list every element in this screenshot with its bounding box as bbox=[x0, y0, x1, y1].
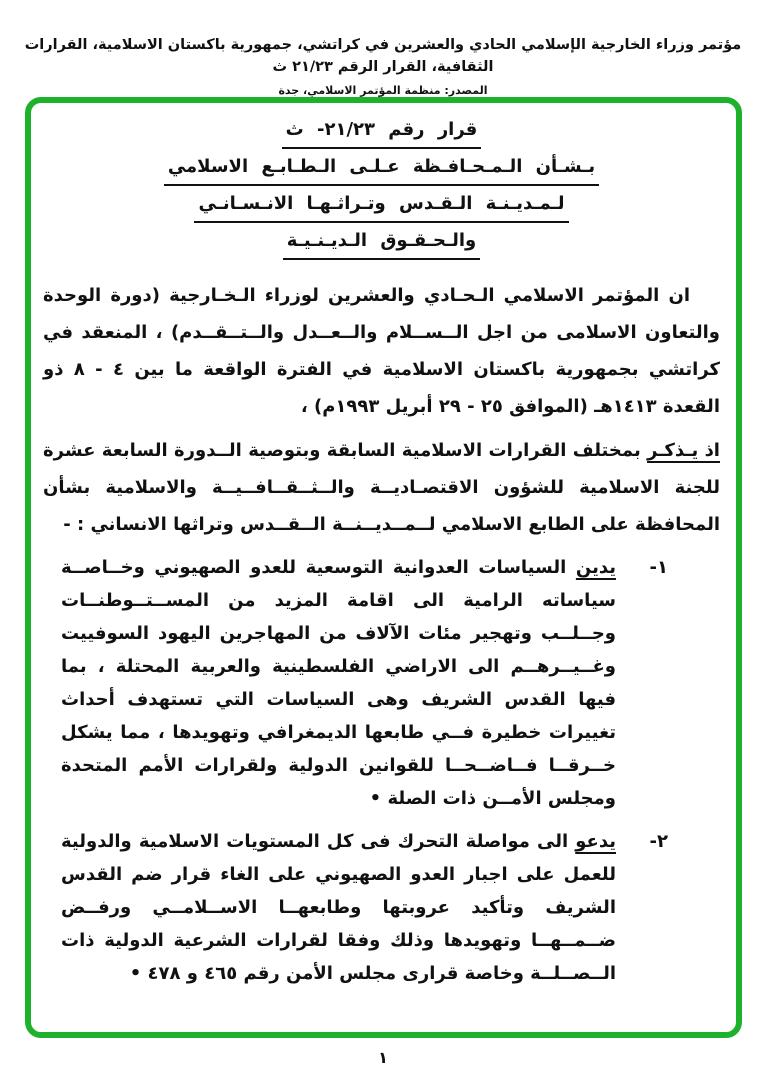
title-line-3 bbox=[43, 189, 720, 226]
item-1-body bbox=[61, 551, 616, 815]
preamble-text: ان المؤتمر الاسلامي الـحـادي والعشرين لوزراء الـخـارجية (دورة الوحدة والتعاون الاسلامى من اجل الــســلام والــعــدل والــتــقــدم) ، المنعقد في كراتشي بجمهورية باكستان الاسلامية في الفترة الواقعة ما بين ٤ - ٨ ذو القعدة ١٤١٣هـ (الموافق ٢٥ - ٢٩ أبريل ١٩٩٣م) ، bbox=[43, 285, 720, 417]
title-line-1 bbox=[43, 115, 720, 152]
recall-text: بمختلف القرارات الاسلامية السابقة وبتوصية الــدورة السابعة عشرة للجنة الاسلامية للشؤون الاقتصـاديــة والــثــقــافــيــة والاسلامية بشأن المحافظة على الطابع الاسلامي لــمــديــنــة الــقــدس وتراثها الانساني : - bbox=[43, 440, 720, 535]
recall-paragraph bbox=[43, 432, 720, 543]
item-2-body bbox=[61, 825, 616, 990]
page-number: ١ bbox=[378, 1048, 388, 1067]
header-source-line: مؤتمر وزراء الخارجية الإسلامي الحادي والعشرين في كراتشي، جمهورية باكستان الاسلامية، القرارات الثقافية، القرار الرقم ٢١/٢٣ ث bbox=[24, 37, 742, 75]
item-2-lead-underlined: يدعو bbox=[575, 831, 616, 852]
item-1-lead-underlined: يدين bbox=[575, 557, 616, 578]
resolution-item-1 bbox=[61, 551, 668, 815]
title-line-1-text: قرار رقم ٢١/٢٣- ث bbox=[282, 115, 482, 149]
preamble-paragraph bbox=[43, 277, 720, 425]
green-border-frame bbox=[25, 97, 742, 1038]
title-line-4 bbox=[43, 226, 720, 263]
document-header bbox=[0, 34, 766, 100]
title-line-2 bbox=[43, 152, 720, 189]
item-2-text: الى مواصلة التحرك فى كل المستويات الاسلامية والدولية للعمل على اجبار العدو الصهيوني على الغاء قرار ضم القدس الشريف وتأكيد عروبتها وطابعهــا الاســلامــي ورفــض ضــمــهــا وتهويدها وذلك وفقا لقرارات الشرعية الدولية ذات الــصــلــة وخاصة قرارى مجلس الأمن رقم ٤٦٥ و ٤٧٨ • bbox=[61, 831, 616, 984]
resolution-item-2 bbox=[61, 825, 668, 990]
item-2-number: ٢- bbox=[649, 831, 668, 852]
recall-lead-underlined: اذ يـذكـر bbox=[647, 440, 720, 461]
resolution-title-block bbox=[43, 115, 720, 263]
item-1-text: السياسات العدوانية التوسعية للعدو الصهيوني وخــاصــة سياساته الرامية الى اقامة المزيد من المســتــوطنــات وجــلــب وتهجير مئات الآلاف من المهاجرين اليهود السوفييت وغــيــرهــم الى الاراضي الفلسطينية والعربية المحتلة ، بما فيها القدس الشريف وهى السياسات التي تستهدف أحداث تغييرات خطيرة فــي طابعها الديمغرافي وتهويدها ، مما يشكل خــرقــا فــاضــحــا للقوانين الدولية ولقرارات الأمم المتحدة ومجلس الأمــن ذات الصلة • bbox=[61, 557, 616, 809]
title-line-3-text: لـمـديـنـة الـقـدس وتـراثـهـا الانـسـانـي bbox=[194, 189, 568, 223]
title-line-4-text: والـحـقـوق الـديـنـيـة bbox=[283, 226, 480, 260]
header-publisher-line: المصدر: منظمة المؤتمر الاسلامي، جدة bbox=[278, 84, 488, 97]
item-1-number: ١- bbox=[649, 557, 668, 578]
title-line-2-text: بـشـأن الـمـحـافـظة عـلـى الـطـابـع الاسلامي bbox=[164, 152, 599, 186]
